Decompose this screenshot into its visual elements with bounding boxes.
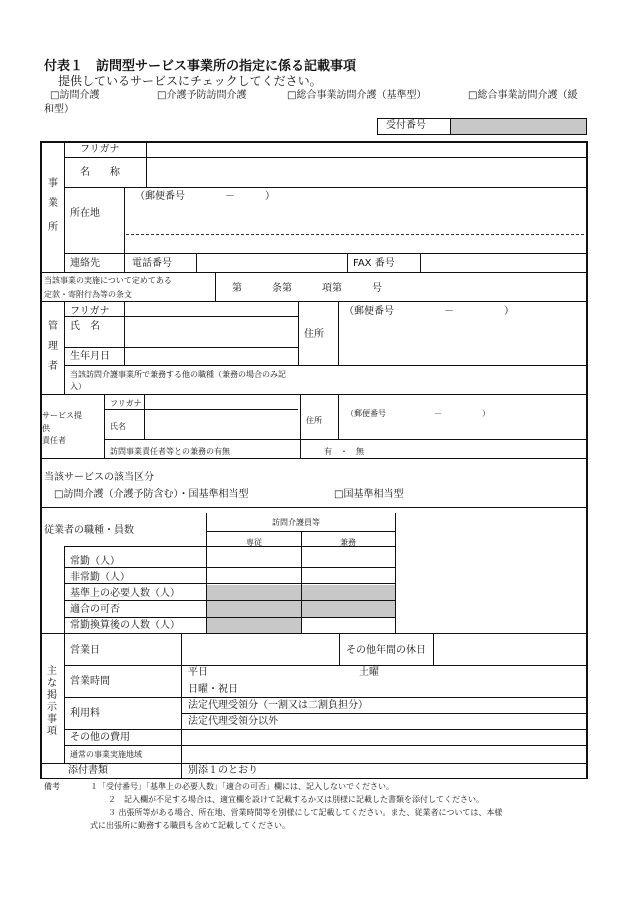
staff-row-compliance: 適合の可否 — [70, 604, 120, 615]
table-rule — [104, 409, 298, 410]
notices-section-char-1: 主 — [47, 666, 57, 677]
table-rule — [586, 141, 588, 779]
notices-section-char-2: な — [47, 678, 57, 689]
office-section-char-2: 業 — [48, 198, 58, 209]
attachment-label: 添付書類 — [68, 765, 108, 776]
office-fax-label: FAX 番号 — [353, 258, 395, 269]
service-manager-postal-code[interactable]: （郵便番号 － ） — [346, 409, 490, 418]
table-rule — [146, 141, 147, 187]
fee-other-label: 法定代理受領分以外 — [188, 716, 278, 727]
staff-header: 従業者の職種・員数 — [44, 525, 134, 536]
office-section-char-1: 事 — [48, 178, 58, 189]
fulltime-equivalent-greyed — [206, 618, 301, 633]
bylaws-label-2: 定款・寄附行為等の条文 — [44, 290, 132, 299]
category-title: 当該サービスの該当区分 — [44, 472, 154, 483]
table-rule — [144, 394, 145, 439]
table-rule — [124, 253, 125, 272]
office-postal-code[interactable]: （郵便番号 － ） — [135, 191, 275, 202]
table-rule — [64, 745, 587, 746]
table-rule — [347, 253, 348, 272]
table-rule — [64, 546, 65, 633]
table-rule — [64, 365, 587, 366]
option-preventive-home-care[interactable]: □介護予防訪問介護 — [157, 90, 247, 101]
notices-section-char-4: 示 — [47, 702, 57, 713]
table-rule — [40, 633, 587, 634]
bylaws-value[interactable]: 第 条第 項第 号 — [232, 283, 382, 294]
manager-dob-label: 生年月日 — [70, 351, 110, 362]
service-manager-section-3: 責任者 — [42, 436, 66, 445]
table-dashed-rule — [126, 234, 584, 235]
remarks-note-1: １「受付番号」「基準上の必要人数」「適合の可否」欄には、記入しないでください。 — [90, 782, 394, 791]
staff-row-parttime: 非常勤（人） — [70, 572, 130, 583]
table-rule — [124, 301, 125, 365]
manager-other-duty-label: 当該訪問介護事業所で兼務する他の職種（兼務の場合のみ記 — [70, 370, 286, 379]
manager-postal-code[interactable]: （郵便番号 － ） — [344, 306, 514, 317]
table-rule — [420, 253, 421, 272]
table-rule — [64, 253, 587, 254]
staff-col-dedicated: 専従 — [246, 538, 262, 547]
table-rule — [64, 633, 65, 763]
fee-statutory-label: 法定代理受領分（一割又は二割負担分） — [188, 700, 368, 711]
office-contact-label: 連絡先 — [70, 258, 100, 269]
table-rule — [64, 665, 587, 666]
manager-section-char-2: 理 — [48, 341, 58, 352]
service-manager-furigana-label: フリガナ — [110, 399, 142, 408]
option-general-relaxed[interactable]: □総合事業訪問介護（緩 — [468, 90, 578, 101]
service-manager-name-label: 氏名 — [110, 422, 126, 431]
table-rule — [300, 394, 301, 458]
table-rule — [104, 439, 587, 440]
table-rule — [181, 763, 182, 779]
table-rule — [40, 507, 587, 508]
office-furigana-label: フリガナ — [80, 144, 120, 155]
weekday-label: 平日 — [188, 667, 208, 678]
table-rule — [64, 347, 298, 348]
business-hours-label: 営業時間 — [70, 676, 110, 687]
table-rule — [196, 253, 197, 272]
form-title: 付表１ 訪問型サービス事業所の指定に係る記載事項 — [44, 59, 357, 74]
table-rule — [395, 513, 396, 633]
category-option-home-care[interactable]: □訪問介護（介護予防含む）・国基準相当型 — [54, 489, 249, 500]
table-rule — [338, 394, 339, 439]
office-phone-label: 電話番号 — [132, 258, 172, 269]
sunday-holiday-label: 日曜・祝日 — [188, 684, 238, 695]
office-name-label: 名 称 — [80, 167, 120, 178]
dual-role-label: 訪問事業責任者等との兼務の有無 — [110, 447, 230, 456]
notices-section-char-6: 項 — [47, 726, 57, 737]
office-address-label: 所在地 — [70, 208, 100, 219]
table-rule — [104, 394, 105, 458]
staff-group-header: 訪問介護員等 — [272, 518, 320, 527]
remarks-label: 備考 — [44, 782, 60, 791]
reception-number-label: 受付番号 — [386, 120, 426, 131]
staff-row-required: 基準上の必要人数（人） — [70, 588, 180, 599]
service-area-label: 通常の事業実施地域 — [70, 750, 142, 759]
bylaws-label: 当該事業の実施について定めてある — [44, 276, 172, 285]
table-rule — [40, 301, 587, 302]
manager-section-char-1: 管 — [48, 321, 58, 332]
table-rule — [64, 697, 587, 698]
option-general-standard[interactable]: □総合事業訪問介護（基準型） — [287, 90, 427, 101]
fee-label: 利用料 — [70, 708, 100, 719]
remarks-note-3: ３ 出張所等がある場合、所在地、営業時間等を別様にして記載してください。また、従業者については、本様 — [108, 808, 503, 817]
table-rule — [40, 763, 587, 764]
reception-number-field — [451, 119, 586, 134]
office-section-char-3: 所 — [48, 222, 58, 233]
table-rule — [338, 301, 339, 365]
dual-role-options[interactable]: 有 ・ 無 — [324, 447, 364, 456]
service-manager-section-2: 供 — [42, 424, 50, 433]
attachment-value: 別添１のとおり — [188, 765, 258, 776]
table-rule — [40, 272, 587, 273]
service-manager-section: サービス提 — [42, 411, 82, 420]
category-option-national-standard[interactable]: □国基準相当型 — [334, 489, 404, 500]
manager-furigana-label: フリガナ — [70, 306, 110, 317]
staff-row-fulltime: 常勤（人） — [70, 556, 120, 567]
table-rule — [40, 141, 42, 779]
staff-row-fte: 常勤換算後の人数（人） — [70, 620, 180, 631]
service-manager-address-label: 住所 — [306, 416, 322, 425]
manager-other-duty-label-2: 入） — [70, 382, 86, 391]
table-rule — [206, 513, 207, 633]
table-rule — [40, 141, 587, 143]
table-rule — [298, 301, 299, 365]
business-days-label: 営業日 — [70, 645, 100, 656]
table-rule — [64, 600, 395, 601]
table-rule — [215, 272, 216, 301]
table-rule — [40, 458, 587, 459]
other-costs-label: その他の費用 — [70, 732, 130, 743]
notices-section-char-5: 事 — [47, 714, 57, 725]
manager-name-label: 氏 名 — [70, 321, 100, 332]
manager-address-label: 住所 — [304, 329, 324, 340]
table-rule — [64, 729, 587, 730]
staff-col-concurrent: 兼務 — [340, 538, 356, 547]
saturday-label: 土曜 — [359, 667, 379, 678]
remarks-note-3-cont: 式に出張所に勤務する職員も含めて記載してください。 — [90, 821, 290, 830]
table-rule — [40, 394, 587, 395]
option-home-care[interactable]: □訪問介護 — [50, 90, 100, 101]
check-instruction: 提供しているサービスにチェックしてください。 — [58, 74, 322, 88]
table-rule — [64, 187, 587, 188]
table-rule — [181, 633, 182, 763]
table-rule — [339, 633, 340, 665]
notices-section-char-3: 掲 — [47, 690, 57, 701]
table-rule — [433, 633, 434, 665]
table-rule — [40, 778, 587, 779]
remarks-note-2: ２ 記入欄が不足する場合は、適宜欄を設けて記載するか又は別様に記載した書類を添付してください。 — [108, 795, 484, 804]
table-rule — [64, 617, 395, 618]
manager-section-char-3: 者 — [48, 361, 58, 372]
other-holidays-label: その他年間の休日 — [346, 645, 426, 656]
option-general-relaxed-cont: 和型） — [44, 104, 74, 115]
table-rule — [64, 157, 587, 158]
table-rule — [181, 713, 587, 714]
